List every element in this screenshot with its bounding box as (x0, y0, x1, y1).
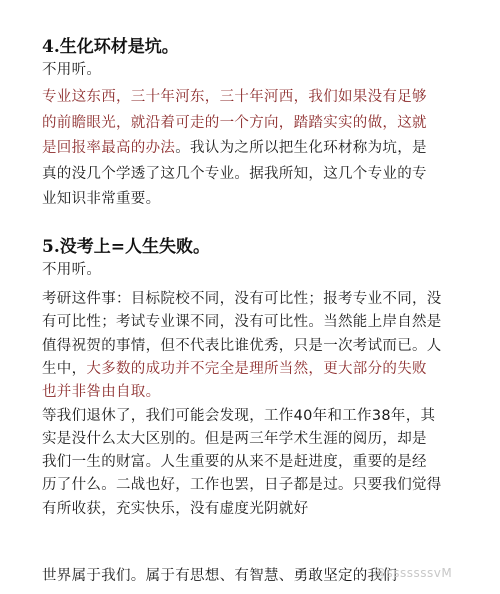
body-text: 考研这件事：目标院校不同，没有可比性；报考专业不同，没 (42, 291, 442, 307)
section4-heading: 4.生化环材是坑。 (42, 37, 179, 57)
section5-line (42, 359, 472, 379)
highlighted-text: 大多数的成功并不完全是理所当然，更大部分的失败 (86, 360, 427, 377)
section5-short-answer: 不用听。 (42, 262, 102, 278)
section5-line (42, 382, 472, 402)
section4-line (42, 164, 472, 184)
highlighted-text: 专业这东西，三十年河东，三十年河西，我们如果没有足够 (42, 89, 427, 105)
highlighted-text: 的前瞻眼光，就沿着可走的一个方向，踏踏实实的做，这就 (42, 114, 427, 131)
body-text: 有所收获，充实快乐，没有虚度光阴就好 (42, 500, 309, 517)
closing-line: 世界属于我们。属于有思想、有智慧、勇敢坚定的我们 (42, 568, 398, 584)
section4-line (42, 87, 472, 107)
section4-line (42, 138, 472, 158)
section5-line (42, 499, 472, 519)
highlighted-text: 也并非咎由自取。 (42, 384, 161, 401)
section5-line (42, 475, 472, 495)
body-text: 历了什么。二战也好，工作也罢，日子都是过。只要我们觉得 (42, 477, 442, 494)
section5-line (42, 429, 472, 449)
watermark: @sssssssvM (374, 566, 453, 580)
body-text: 真的没几个学透了这几个专业。据我所知，这几个专业的专 (42, 165, 427, 182)
body-text: 业知识非常重要。 (42, 191, 161, 207)
body-text: 。我认为之所以把生化环材称为坑，是 (175, 140, 427, 156)
section5-heading: 5.没考上=人生失败。 (42, 237, 210, 257)
section4-line (42, 189, 472, 209)
body-text: 我们一生的财富。人生重要的从来不是赶进度，重要的是经 (42, 454, 427, 471)
section4-short-answer: 不用听。 (42, 62, 102, 78)
body-text: 生中， (42, 360, 87, 377)
section5-line (42, 289, 472, 309)
body-text: 有可比性；考试专业课不同，没有可比性。当然能上岸自然是 (42, 314, 442, 331)
body-text: 实是没什么太大区别的。但是两三年学术生涯的阅历，却是 (42, 430, 427, 447)
section5-line (42, 336, 472, 356)
section4-line (42, 113, 472, 133)
body-text: 值得祝贺的事情，但不代表比谁优秀，只是一次考试而已。人 (42, 337, 442, 354)
section5-line (42, 452, 472, 472)
section5-line (42, 406, 472, 426)
highlighted-text: 是回报率最高的办法 (42, 140, 176, 156)
section5-line (42, 312, 472, 332)
body-text: 等我们退休了，我们可能会发现，工作40年和工作38年，其 (42, 407, 436, 424)
